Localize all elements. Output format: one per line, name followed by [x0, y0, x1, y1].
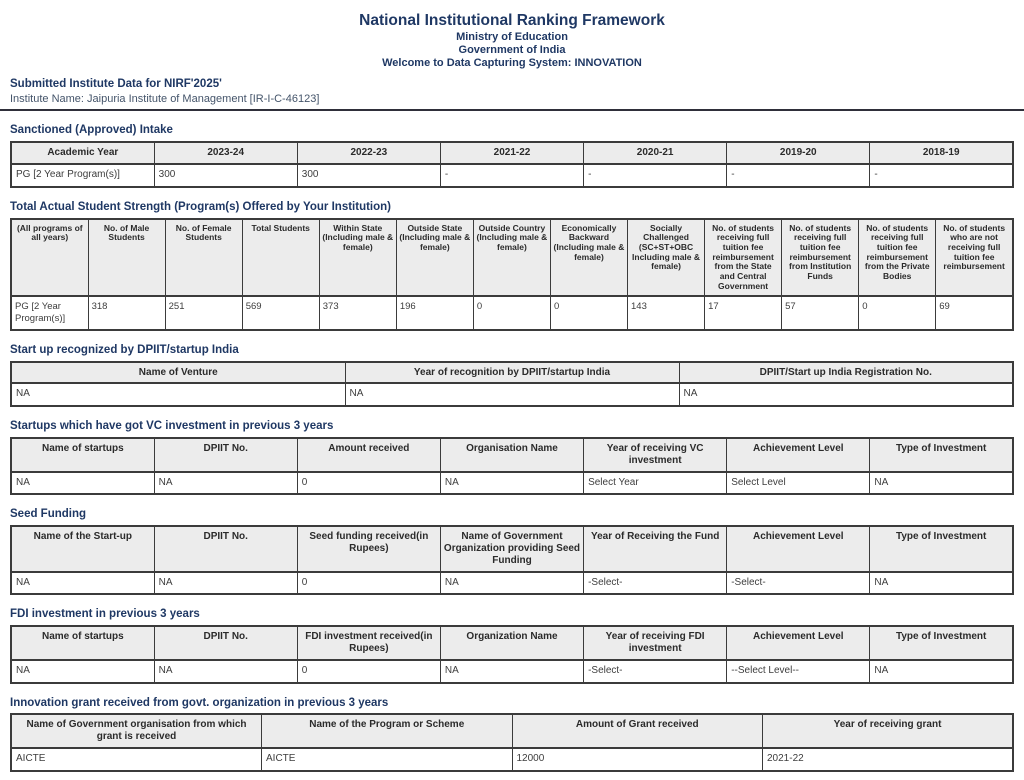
- column-header: Type of Investment: [870, 438, 1013, 472]
- column-header: Outside State (Including male & female): [396, 219, 473, 297]
- table-cell: 2021-22: [763, 748, 1014, 771]
- table-cell: 318: [88, 296, 165, 329]
- column-header: No. of Female Students: [165, 219, 242, 297]
- table-cell: -: [440, 164, 583, 187]
- table-cell: NA: [440, 572, 583, 595]
- header-row: [11, 626, 1013, 660]
- institute-name: Institute Name: Jaipuria Institute of Management [IR-I-C-46123]: [10, 92, 320, 105]
- table-row: [11, 164, 1013, 187]
- section-title: Sanctioned (Approved) Intake: [10, 124, 173, 137]
- column-header: Name of startups: [11, 438, 154, 472]
- page-header: [10, 12, 1014, 71]
- section-fdi-investment-in-previous-3-years: [10, 608, 1014, 683]
- column-header: 2018-19: [870, 142, 1013, 164]
- table-cell: NA: [345, 383, 679, 406]
- column-header: Year of receiving FDI investment: [584, 626, 727, 660]
- column-header: Total Students: [242, 219, 319, 297]
- table-row: [11, 748, 1013, 771]
- table-cell: Select Year: [584, 472, 727, 495]
- header-ministry-line: Ministry of Education: [456, 30, 568, 43]
- section-title: Seed Funding: [10, 508, 87, 521]
- column-header: 2020-21: [584, 142, 727, 164]
- table-cell: NA: [870, 572, 1013, 595]
- section-startups-which-have-got-vc-investment-in-p: [10, 420, 1014, 495]
- table-cell: Select Level: [727, 472, 870, 495]
- table-row: [11, 296, 1013, 329]
- section-total-actual-student-strength-program-s-of: [10, 201, 1014, 331]
- column-header: No. of students who are not receiving full tuition fee reimbursement: [936, 219, 1013, 297]
- table-cell: 17: [705, 296, 782, 329]
- column-header: Achievement Level: [727, 438, 870, 472]
- table-cell: NA: [11, 572, 154, 595]
- column-header: Year of Receiving the Fund: [584, 526, 727, 571]
- table-cell: NA: [679, 383, 1013, 406]
- table-cell: 300: [297, 164, 440, 187]
- table-cell: PG [2 Year Program(s)]: [11, 296, 88, 329]
- table-cell: AICTE: [11, 748, 262, 771]
- table-cell: NA: [154, 572, 297, 595]
- table-cell: NA: [11, 660, 154, 683]
- table-cell: -Select-: [584, 572, 727, 595]
- section-title: Startups which have got VC investment in previous 3 years: [10, 420, 334, 433]
- column-header: Amount received: [297, 438, 440, 472]
- table-cell: 0: [550, 296, 627, 329]
- column-header: No. of Male Students: [88, 219, 165, 297]
- table-cell: --Select Level--: [727, 660, 870, 683]
- section-innovation-grant-received-from-govt-organi: [10, 697, 1014, 772]
- column-header: Academic Year: [11, 142, 154, 164]
- data-table: [10, 437, 1014, 495]
- column-header: Seed funding received(in Rupees): [297, 526, 440, 571]
- table-row: [11, 383, 1013, 406]
- table-cell: 373: [319, 296, 396, 329]
- column-header: Within State (Including male & female): [319, 219, 396, 297]
- table-cell: 569: [242, 296, 319, 329]
- table-cell: 0: [297, 572, 440, 595]
- column-header: No. of students receiving full tuition fee reimbursement from the State and Central Government: [705, 219, 782, 297]
- section-sanctioned-approved-intake: [10, 124, 1014, 187]
- header-row: [11, 438, 1013, 472]
- column-header: 2021-22: [440, 142, 583, 164]
- column-header: Economically Backward (Including male & female): [550, 219, 627, 297]
- table-cell: NA: [440, 660, 583, 683]
- submitted-data-title: Submitted Institute Data for NIRF'2025': [10, 77, 222, 90]
- column-header: DPIIT/Start up India Registration No.: [679, 362, 1013, 384]
- page-title: National Institutional Ranking Framework: [359, 12, 665, 29]
- table-cell: NA: [154, 472, 297, 495]
- column-header: 2023-24: [154, 142, 297, 164]
- column-header: Outside Country (Including male & female): [473, 219, 550, 297]
- table-row: [11, 572, 1013, 595]
- column-header: Name of startups: [11, 626, 154, 660]
- section-title: FDI investment in previous 3 years: [10, 608, 200, 621]
- table-cell: 196: [396, 296, 473, 329]
- table-row: [11, 660, 1013, 683]
- data-table: [10, 525, 1014, 595]
- table-cell: 69: [936, 296, 1013, 329]
- table-cell: -: [584, 164, 727, 187]
- table-cell: PG [2 Year Program(s)]: [11, 164, 154, 187]
- data-table: [10, 713, 1014, 771]
- table-cell: 251: [165, 296, 242, 329]
- table-cell: 143: [628, 296, 705, 329]
- table-cell: 12000: [512, 748, 763, 771]
- table-cell: 57: [782, 296, 859, 329]
- column-header: Name of the Start-up: [11, 526, 154, 571]
- column-header: No. of students receiving full tuition fee reimbursement from the Private Bodies: [859, 219, 936, 297]
- column-header: Type of Investment: [870, 526, 1013, 571]
- header-row: [11, 362, 1013, 384]
- column-header: DPIIT No.: [154, 626, 297, 660]
- table-cell: NA: [11, 383, 345, 406]
- column-header: DPIIT No.: [154, 526, 297, 571]
- table-cell: AICTE: [262, 748, 513, 771]
- column-header: Amount of Grant received: [512, 714, 763, 748]
- section-title: Innovation grant received from govt. organization in previous 3 years: [10, 696, 389, 709]
- table-cell: -Select-: [584, 660, 727, 683]
- column-header: Name of Venture: [11, 362, 345, 384]
- submitted-block: [10, 78, 1014, 107]
- column-header: Achievement Level: [727, 626, 870, 660]
- table-cell: 300: [154, 164, 297, 187]
- column-header: Name of Government Organization providing Seed Funding: [440, 526, 583, 571]
- header-row: [11, 526, 1013, 571]
- column-header: FDI investment received(in Rupees): [297, 626, 440, 660]
- column-header: 2022-23: [297, 142, 440, 164]
- table-cell: NA: [870, 472, 1013, 495]
- column-header: Year of receiving grant: [763, 714, 1014, 748]
- section-seed-funding: [10, 508, 1014, 595]
- column-header: Name of Government organisation from which grant is received: [11, 714, 262, 748]
- column-header: Type of Investment: [870, 626, 1013, 660]
- column-header: DPIIT No.: [154, 438, 297, 472]
- table-cell: 0: [297, 472, 440, 495]
- table-cell: 0: [859, 296, 936, 329]
- table-cell: 0: [473, 296, 550, 329]
- column-header: Name of the Program or Scheme: [262, 714, 513, 748]
- header-row: [11, 714, 1013, 748]
- table-cell: NA: [440, 472, 583, 495]
- section-start-up-recognized-by-dpiit-startup-india: [10, 344, 1014, 407]
- table-cell: 0: [297, 660, 440, 683]
- column-header: Year of receiving VC investment: [584, 438, 727, 472]
- table-cell: NA: [870, 660, 1013, 683]
- header-government-line: Government of India: [458, 44, 566, 56]
- header-divider: [0, 109, 1024, 111]
- column-header: (All programs of all years): [11, 219, 88, 297]
- data-table: [10, 625, 1014, 683]
- data-table: [10, 141, 1014, 188]
- table-row: [11, 472, 1013, 495]
- column-header: No. of students receiving full tuition fee reimbursement from Institution Funds: [782, 219, 859, 297]
- column-header: Organization Name: [440, 626, 583, 660]
- column-header: 2019-20: [727, 142, 870, 164]
- header-row: [11, 142, 1013, 164]
- header-welcome-line: Welcome to Data Capturing System: INNOVATION: [382, 57, 642, 70]
- table-cell: NA: [154, 660, 297, 683]
- table-cell: NA: [11, 472, 154, 495]
- data-table: [10, 218, 1014, 331]
- column-header: Organisation Name: [440, 438, 583, 472]
- column-header: Year of recognition by DPIIT/startup India: [345, 362, 679, 384]
- header-row: [11, 219, 1013, 297]
- data-table: [10, 361, 1014, 408]
- column-header: Socially Challenged (SC+ST+OBC Including male & female): [628, 219, 705, 297]
- table-cell: -Select-: [727, 572, 870, 595]
- section-title: Total Actual Student Strength (Program(s) Offered by Your Institution): [10, 200, 391, 213]
- column-header: Achievement Level: [727, 526, 870, 571]
- table-cell: -: [727, 164, 870, 187]
- sections-container: [10, 124, 1014, 771]
- section-title: Start up recognized by DPIIT/startup India: [10, 343, 239, 356]
- table-cell: -: [870, 164, 1013, 187]
